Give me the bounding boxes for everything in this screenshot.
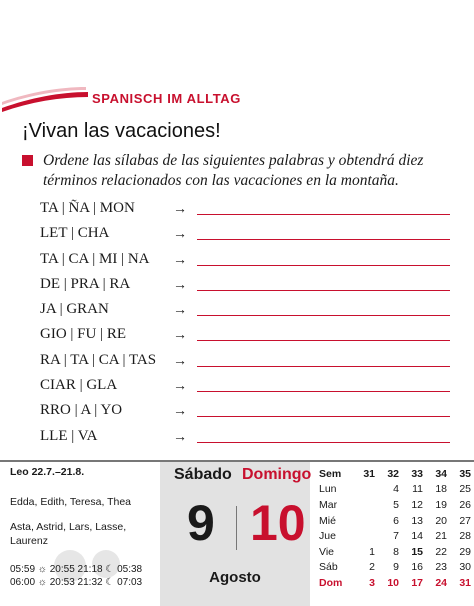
date-cell [351, 513, 375, 529]
date-cell: 7 [393, 530, 399, 543]
date-cell: 16 [411, 561, 423, 574]
syllables: TA | CA | MI | NA [40, 250, 150, 267]
syllables: GIO | FU | RE [40, 326, 127, 343]
date-cell: 26 [459, 498, 471, 511]
day-name-saturday: Sábado [174, 466, 232, 483]
week-number: 32 [387, 467, 399, 480]
day-number-saturday: 9 [187, 495, 215, 551]
week-number: 31 [363, 467, 375, 480]
date-cell: 6 [393, 514, 399, 527]
arrow-icon: → [173, 377, 187, 394]
answer-line[interactable] [197, 366, 450, 367]
date-cell: 5 [393, 498, 399, 511]
syllables: LET | CHA [40, 225, 110, 242]
date-cell: 8 [393, 545, 399, 558]
date-cell [351, 528, 375, 544]
arrow-icon: → [173, 301, 187, 318]
weekday-label: Vie [319, 545, 334, 558]
week-label: Sem [319, 467, 342, 480]
arrow-icon: → [173, 275, 187, 292]
arrow-icon: → [173, 225, 187, 242]
name-days-saturday: Edda, Edith, Teresa, Thea [10, 496, 132, 508]
date-cell: 4 [393, 483, 399, 496]
date-cell: 30 [459, 561, 471, 574]
syllables: DE | PRA | RA [40, 275, 131, 292]
exercise-row [40, 349, 450, 374]
weekday-label: Mar [319, 498, 338, 511]
exercise-row [40, 323, 450, 348]
answer-line[interactable] [197, 442, 450, 443]
mini-calendar-row [319, 513, 471, 529]
arrow-icon: → [173, 351, 187, 368]
date-cell: 14 [411, 530, 423, 543]
zodiac-sign: Leo 22.7.–21.8. [10, 466, 85, 478]
answer-line[interactable] [197, 214, 450, 215]
date-cell: 24 [435, 576, 447, 589]
date-cell: 31 [459, 576, 471, 589]
date-panel [160, 462, 310, 606]
weekday-label: Mié [319, 514, 336, 527]
weekday-label: Jue [319, 530, 336, 543]
day-number-sunday: 10 [250, 495, 306, 551]
date-cell: 27 [459, 514, 471, 527]
date-cell: 17 [411, 576, 423, 589]
exercise-row [40, 248, 450, 273]
answer-line[interactable] [197, 265, 450, 266]
date-cell: 21 [435, 530, 447, 543]
mini-calendar-row [319, 497, 471, 513]
date-separator [236, 506, 237, 550]
date-cell: 22 [435, 545, 447, 558]
exercise-row [40, 374, 450, 399]
date-cell: 9 [393, 561, 399, 574]
bullet-square-icon [22, 155, 33, 166]
answer-line[interactable] [197, 340, 450, 341]
syllables: LLE | VA [40, 427, 98, 444]
answer-line[interactable] [197, 416, 450, 417]
syllables: RA | TA | CA | TAS [40, 351, 157, 368]
weekday-label: Sáb [319, 561, 338, 574]
syllables: CIAR | GLA [40, 377, 118, 394]
date-cell: 23 [435, 561, 447, 574]
date-cell: 10 [387, 576, 399, 589]
header-swoosh-decoration [0, 84, 90, 114]
arrow-icon: → [173, 427, 187, 444]
answer-line[interactable] [197, 315, 450, 316]
date-cell [351, 482, 375, 498]
mini-calendar-row [319, 528, 471, 544]
exercise-list [40, 197, 450, 450]
answer-line[interactable] [197, 290, 450, 291]
exercise-row [40, 197, 450, 222]
exercise-row [40, 298, 450, 323]
name-days-sunday: Asta, Astrid, Lars, Lasse, Laurenz [10, 521, 127, 547]
date-cell [351, 497, 375, 513]
date-cell: 12 [411, 498, 423, 511]
sun-moon-saturday: 05:59 ☼ 20:55 21:18 ☾ 05:38 [10, 564, 143, 575]
exercise-row [40, 399, 450, 424]
date-cell: 15 [411, 545, 423, 558]
date-cell: 2 [369, 561, 375, 574]
arrow-icon: → [173, 250, 187, 267]
week-number: 35 [459, 467, 471, 480]
date-cell: 28 [459, 530, 471, 543]
date-cell: 13 [411, 514, 423, 527]
section-header: SPANISCH IM ALLTAG [92, 91, 241, 106]
instruction [22, 151, 442, 191]
date-cell: 18 [435, 483, 447, 496]
date-cell: 19 [435, 498, 447, 511]
month-name: Agosto [209, 569, 261, 586]
mini-calendar-row [319, 544, 471, 560]
date-cell: 20 [435, 514, 447, 527]
week-number: 34 [435, 467, 447, 480]
arrow-icon: → [173, 200, 187, 216]
date-cell: 1 [369, 545, 375, 558]
arrow-icon: → [173, 402, 187, 419]
syllables: TA | ÑA | MON [40, 200, 135, 216]
sun-moon-sunday: 06:00 ☼ 20:53 21:32 ☾ 07:03 [10, 577, 143, 588]
date-cell: 29 [459, 545, 471, 558]
exercise-row [40, 222, 450, 247]
sun-moon-times [10, 563, 142, 589]
syllables: RRO | A | YO [40, 402, 123, 419]
date-cell: 3 [369, 576, 375, 589]
date-cell: 25 [459, 483, 471, 496]
exercise-row [40, 425, 450, 450]
date-cell: 11 [412, 483, 423, 496]
mini-calendar-header [319, 466, 471, 482]
page-title: ¡Vivan las vacaciones! [22, 120, 221, 142]
week-number: 33 [411, 467, 423, 480]
mini-calendar-row-sunday [319, 575, 471, 591]
mini-calendar-row [319, 560, 471, 576]
weekday-label: Dom [319, 576, 343, 589]
exercise-row [40, 273, 450, 298]
mini-calendar [319, 466, 471, 591]
day-name-sunday: Domingo [242, 466, 312, 483]
arrow-icon: → [173, 326, 187, 343]
calendar-info [10, 466, 158, 606]
answer-line[interactable] [197, 391, 450, 392]
mini-calendar-row [319, 482, 471, 498]
syllables: JA | GRAN [40, 301, 109, 318]
answer-line[interactable] [197, 239, 450, 240]
weekday-label: Lun [319, 483, 337, 496]
instruction-text: Ordene las sílabas de las siguientes palabras y obtendrá diez términos relacionados con las vacaciones en la montaña. [43, 152, 424, 189]
